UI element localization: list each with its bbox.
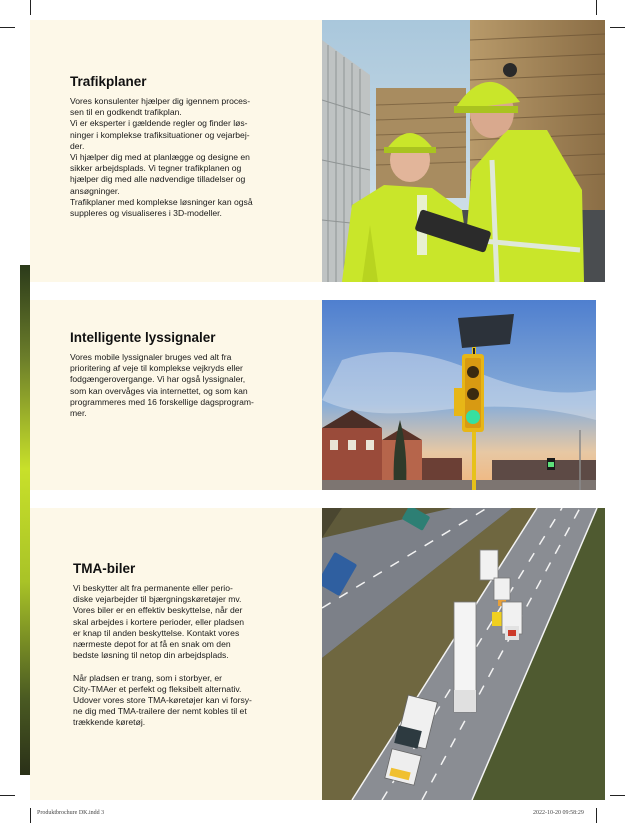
crop-mark xyxy=(610,795,625,796)
facing-page-photo-edge xyxy=(20,265,30,775)
photo-mobile-traffic-light xyxy=(322,300,596,490)
section-title-lyssignaler: Intelligente lyssignaler xyxy=(70,330,216,345)
crop-mark xyxy=(30,0,31,15)
photo-traffic-planners xyxy=(322,20,605,282)
slug-filename: Produktbrochure DK.indd 3 xyxy=(37,810,105,816)
section-body-lyssignaler: Vores mobile lyssignaler bruges ved alt fra prioritering af veje til komplekse vejkryds eller fodgængerovergange. Vi har også lyssignaler, som kan overvåges via internettet, og som kan programmeres med 16 forskellige dagsprogram- mer. xyxy=(70,352,254,419)
crop-mark xyxy=(0,795,15,796)
photo-tma-trucks-highway xyxy=(322,508,605,800)
crop-mark xyxy=(30,808,31,823)
crop-mark xyxy=(596,0,597,15)
section-title-trafikplaner: Trafikplaner xyxy=(70,74,147,89)
section-title-tma-biler: TMA-biler xyxy=(73,561,136,576)
crop-mark xyxy=(0,27,15,28)
section-body-tma-biler: Vi beskytter alt fra permanente eller perio- diske vejarbejder til bjærgningskøretøjer mv. Vores biler er en effektiv beskyttelse, når der skal arbejdes i kortere perioder, eller pladsen er knap til anden beskyttelse. Kontakt vores nærmeste depot for at få en snak om den bedste løsning til netop din arbejdsplads. Når pladsen er trang, som i storbyer, er City-TMAer et perfekt og fleksibelt alternativ. Udover vores store TMA-køretøjer kan vi forsy- ne dig med TMA-trailere der nemt kobles til et trækkende køretøj. xyxy=(73,583,252,728)
section-body-trafikplaner: Vores konsulenter hjælper dig igennem proces- sen til en godkendt trafikplan. Vi er eksperter i gældende regler og finder løs- ninger i komplekse trafiksituationer og vejarbej- der. Vi hjælper dig med at planlægge og designe en sikker arbejdsplads. Vi tegner trafikplanen og hjælper dig med alle nødvendige tilladelser og ansøgninger. Trafikplaner med komplekse løsninger kan også suppleres og visualiseres i 3D-modeller. xyxy=(70,96,253,219)
crop-mark xyxy=(596,808,597,823)
crop-mark xyxy=(610,27,625,28)
slug-timestamp: 2022-10-20 09:58:29 xyxy=(533,810,584,816)
